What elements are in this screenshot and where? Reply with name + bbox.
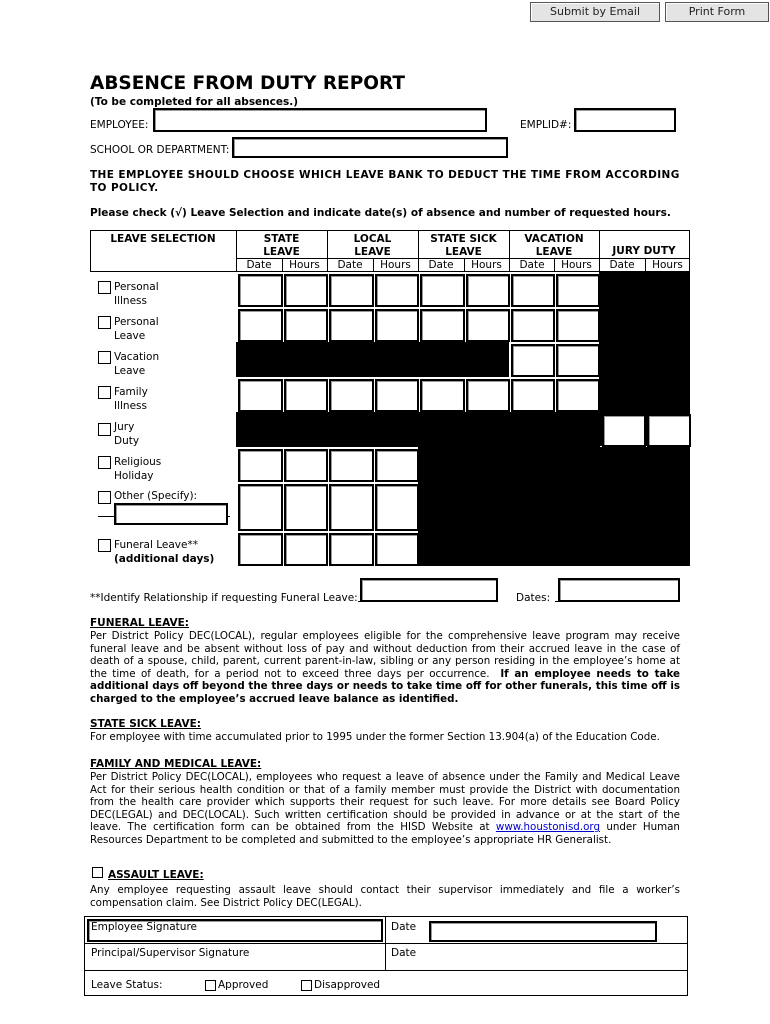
blocked-region — [418, 531, 690, 566]
family-illness-checkbox[interactable] — [98, 386, 111, 399]
approved-checkbox[interactable] — [205, 980, 216, 991]
date-label: Date — [391, 947, 417, 959]
assault-leave-checkbox[interactable] — [92, 867, 103, 878]
blocked-region — [236, 342, 509, 377]
instruction-policy: THE EMPLOYEE SHOULD CHOOSE WHICH LEAVE BANK TO DEDUCT THE TIME FROM ACCORDING TO POLICY. — [90, 169, 680, 194]
other-checkbox[interactable] — [98, 491, 111, 504]
header-state-sick-leave: STATE SICK LEAVE — [430, 233, 497, 258]
school-input[interactable] — [232, 137, 508, 158]
instruction-check: Please check (√) Leave Selection and indicate date(s) of absence and number of requested hours. — [90, 207, 671, 219]
employee-date-input[interactable] — [429, 921, 657, 942]
blocked-region — [418, 447, 690, 482]
blocked-region — [236, 412, 600, 447]
state-date-input[interactable] — [238, 379, 283, 412]
subheader-hours: Hours — [561, 259, 592, 271]
vacation-date-input[interactable] — [511, 379, 555, 412]
other-specify-input[interactable] — [114, 503, 228, 525]
subheader-hours: Hours — [471, 259, 502, 271]
local-hours-input[interactable] — [375, 533, 419, 566]
sick-hours-input[interactable] — [466, 274, 510, 307]
houstonisd-link[interactable]: www.houstonisd.org — [495, 821, 601, 834]
state-hours-input[interactable] — [284, 533, 328, 566]
subheader-date: Date — [246, 259, 272, 271]
sick-date-input[interactable] — [420, 309, 465, 342]
blocked-region — [418, 482, 690, 531]
vacation-date-input[interactable] — [511, 274, 555, 307]
religious-holiday-checkbox[interactable] — [98, 456, 111, 469]
disapproved-checkbox[interactable] — [301, 980, 312, 991]
emplid-label: EMPLID#: — [520, 119, 572, 131]
fmla-title: FAMILY AND MEDICAL LEAVE: — [90, 758, 262, 770]
sick-hours-input[interactable] — [466, 379, 510, 412]
local-date-input[interactable] — [329, 309, 374, 342]
vacation-hours-input[interactable] — [556, 379, 600, 412]
state-hours-input[interactable] — [284, 449, 328, 482]
signature-table — [84, 916, 688, 996]
personal-leave-checkbox[interactable] — [98, 316, 111, 329]
subheader-hours: Hours — [289, 259, 320, 271]
subheader-date: Date — [337, 259, 363, 271]
assault-title: ASSAULT LEAVE: — [108, 869, 204, 881]
sick-date-input[interactable] — [420, 274, 465, 307]
local-hours-input[interactable] — [375, 449, 419, 482]
vacation-date-input[interactable] — [511, 309, 555, 342]
local-hours-input[interactable] — [375, 309, 419, 342]
local-date-input[interactable] — [329, 484, 374, 531]
vacation-hours-input[interactable] — [556, 309, 600, 342]
row-label-personal-leave: Personal Leave — [114, 316, 159, 342]
personal-illness-checkbox[interactable] — [98, 281, 111, 294]
state-date-input[interactable] — [238, 484, 283, 531]
local-hours-input[interactable] — [375, 274, 419, 307]
subheader-date: Date — [519, 259, 545, 271]
row-label-funeral-leave: Funeral Leave** (additional days) — [114, 539, 215, 565]
funeral-leave-checkbox[interactable] — [98, 539, 111, 552]
header-state-leave: STATE LEAVE — [263, 233, 300, 258]
funeral-relationship-input[interactable] — [360, 578, 498, 602]
local-date-input[interactable] — [329, 274, 374, 307]
state-hours-input[interactable] — [284, 274, 328, 307]
vacation-date-input[interactable] — [511, 344, 555, 377]
date-label: Date — [391, 921, 417, 933]
print-form-button[interactable]: Print Form — [665, 2, 769, 22]
local-hours-input[interactable] — [375, 484, 419, 531]
jury-date-input[interactable] — [602, 414, 646, 447]
header-jury-duty: JURY DUTY — [612, 245, 676, 257]
school-label: SCHOOL OR DEPARTMENT: — [90, 144, 230, 156]
disapproved-label: Disapproved — [314, 979, 381, 991]
state-date-input[interactable] — [238, 274, 283, 307]
local-hours-input[interactable] — [375, 379, 419, 412]
subheader-date: Date — [609, 259, 635, 271]
funeral-relationship-label: **Identify Relationship if requesting Funeral Leave: — [90, 592, 358, 604]
emplid-input[interactable] — [574, 108, 676, 132]
header-leave-selection: LEAVE SELECTION — [110, 233, 216, 245]
sick-hours-input[interactable] — [466, 309, 510, 342]
header-vacation-leave: VACATION LEAVE — [524, 233, 584, 258]
row-label-personal-illness: Personal Illness — [114, 281, 159, 307]
state-date-input[interactable] — [238, 309, 283, 342]
leave-table — [90, 230, 690, 566]
subheader-hours: Hours — [652, 259, 683, 271]
employee-label: EMPLOYEE: — [90, 119, 149, 131]
principal-signature-label: Principal/Supervisor Signature — [91, 947, 250, 959]
row-label-vacation-leave: Vacation Leave — [114, 351, 160, 377]
local-date-input[interactable] — [329, 533, 374, 566]
state-date-input[interactable] — [238, 533, 283, 566]
funeral-leave-title: FUNERAL LEAVE: — [90, 617, 189, 629]
jury-duty-checkbox[interactable] — [98, 423, 111, 436]
local-date-input[interactable] — [329, 379, 374, 412]
vacation-leave-checkbox[interactable] — [98, 351, 111, 364]
subheader-hours: Hours — [380, 259, 411, 271]
state-hours-input[interactable] — [284, 379, 328, 412]
vacation-hours-input[interactable] — [556, 344, 600, 377]
row-label-religious-holiday: Religious Holiday — [114, 456, 162, 482]
local-date-input[interactable] — [329, 449, 374, 482]
state-sick-title: STATE SICK LEAVE: — [90, 718, 201, 730]
funeral-dates-label: Dates: — [516, 592, 551, 604]
page-title: ABSENCE FROM DUTY REPORT — [90, 73, 406, 94]
state-date-input[interactable] — [238, 449, 283, 482]
row-label-other: Other (Specify): — [114, 490, 198, 502]
vacation-hours-input[interactable] — [556, 274, 600, 307]
header-local-leave: LOCAL LEAVE — [353, 233, 392, 258]
leave-status-label: Leave Status: — [91, 979, 163, 991]
row-label-family-illness: Family Illness — [114, 386, 148, 412]
state-hours-input[interactable] — [284, 484, 328, 531]
state-hours-input[interactable] — [284, 309, 328, 342]
assault-text: Any employee requesting assault leave should contact their supervisor immediately and file a worker’s compensation claim. See District Policy DEC(LEGAL). — [90, 884, 680, 909]
jury-hours-input[interactable] — [647, 414, 691, 447]
funeral-dates-input[interactable] — [558, 578, 680, 602]
employee-signature-label: Employee Signature — [91, 921, 197, 933]
subheader-date: Date — [428, 259, 454, 271]
funeral-leave-text: Per District Policy DEC(LOCAL), regular employees eligible for the comprehensive leave program may receive funeral leave and be absent without loss of pay and without deduction from their accrued leave in the case of death of a spouse, child, parent, current parent-in-law, sibling or any person residing in the employee’s home at the time of death, for a period not to exceed three days per occurrence. If an employee needs to take additional days off beyond the three days or needs to take time off for other funerals, this time off is charged to the employee’s accrued leave balance as identified. — [90, 630, 681, 705]
employee-input[interactable] — [153, 108, 487, 132]
fmla-text: Per District Policy DEC(LOCAL), employees who request a leave of absence under the Family and Medical Leave Act for their serious health condition or that of a family member must provide the District with documentation from the health care provider which supports their request for such leave. For more details see Board Policy DEC(LEGAL) and DEC(LOCAL). Such written certification should be provided in advance or at the start of the leave. The certification form can be obtained from the HISD Website at www.houstonisd.org under Human Resources Department to be completed and submitted to the employee’s appropriate HR Generalist. — [90, 771, 680, 846]
sick-date-input[interactable] — [420, 379, 465, 412]
submit-by-email-button[interactable]: Submit by Email — [530, 2, 660, 22]
state-sick-text: For employee with time accumulated prior to 1995 under the former Section 13.904(a) of the Education Code. — [90, 731, 660, 743]
row-label-jury-duty: Jury Duty — [114, 421, 140, 447]
subtitle: (To be completed for all absences.) — [90, 96, 299, 108]
approved-label: Approved — [218, 979, 269, 991]
